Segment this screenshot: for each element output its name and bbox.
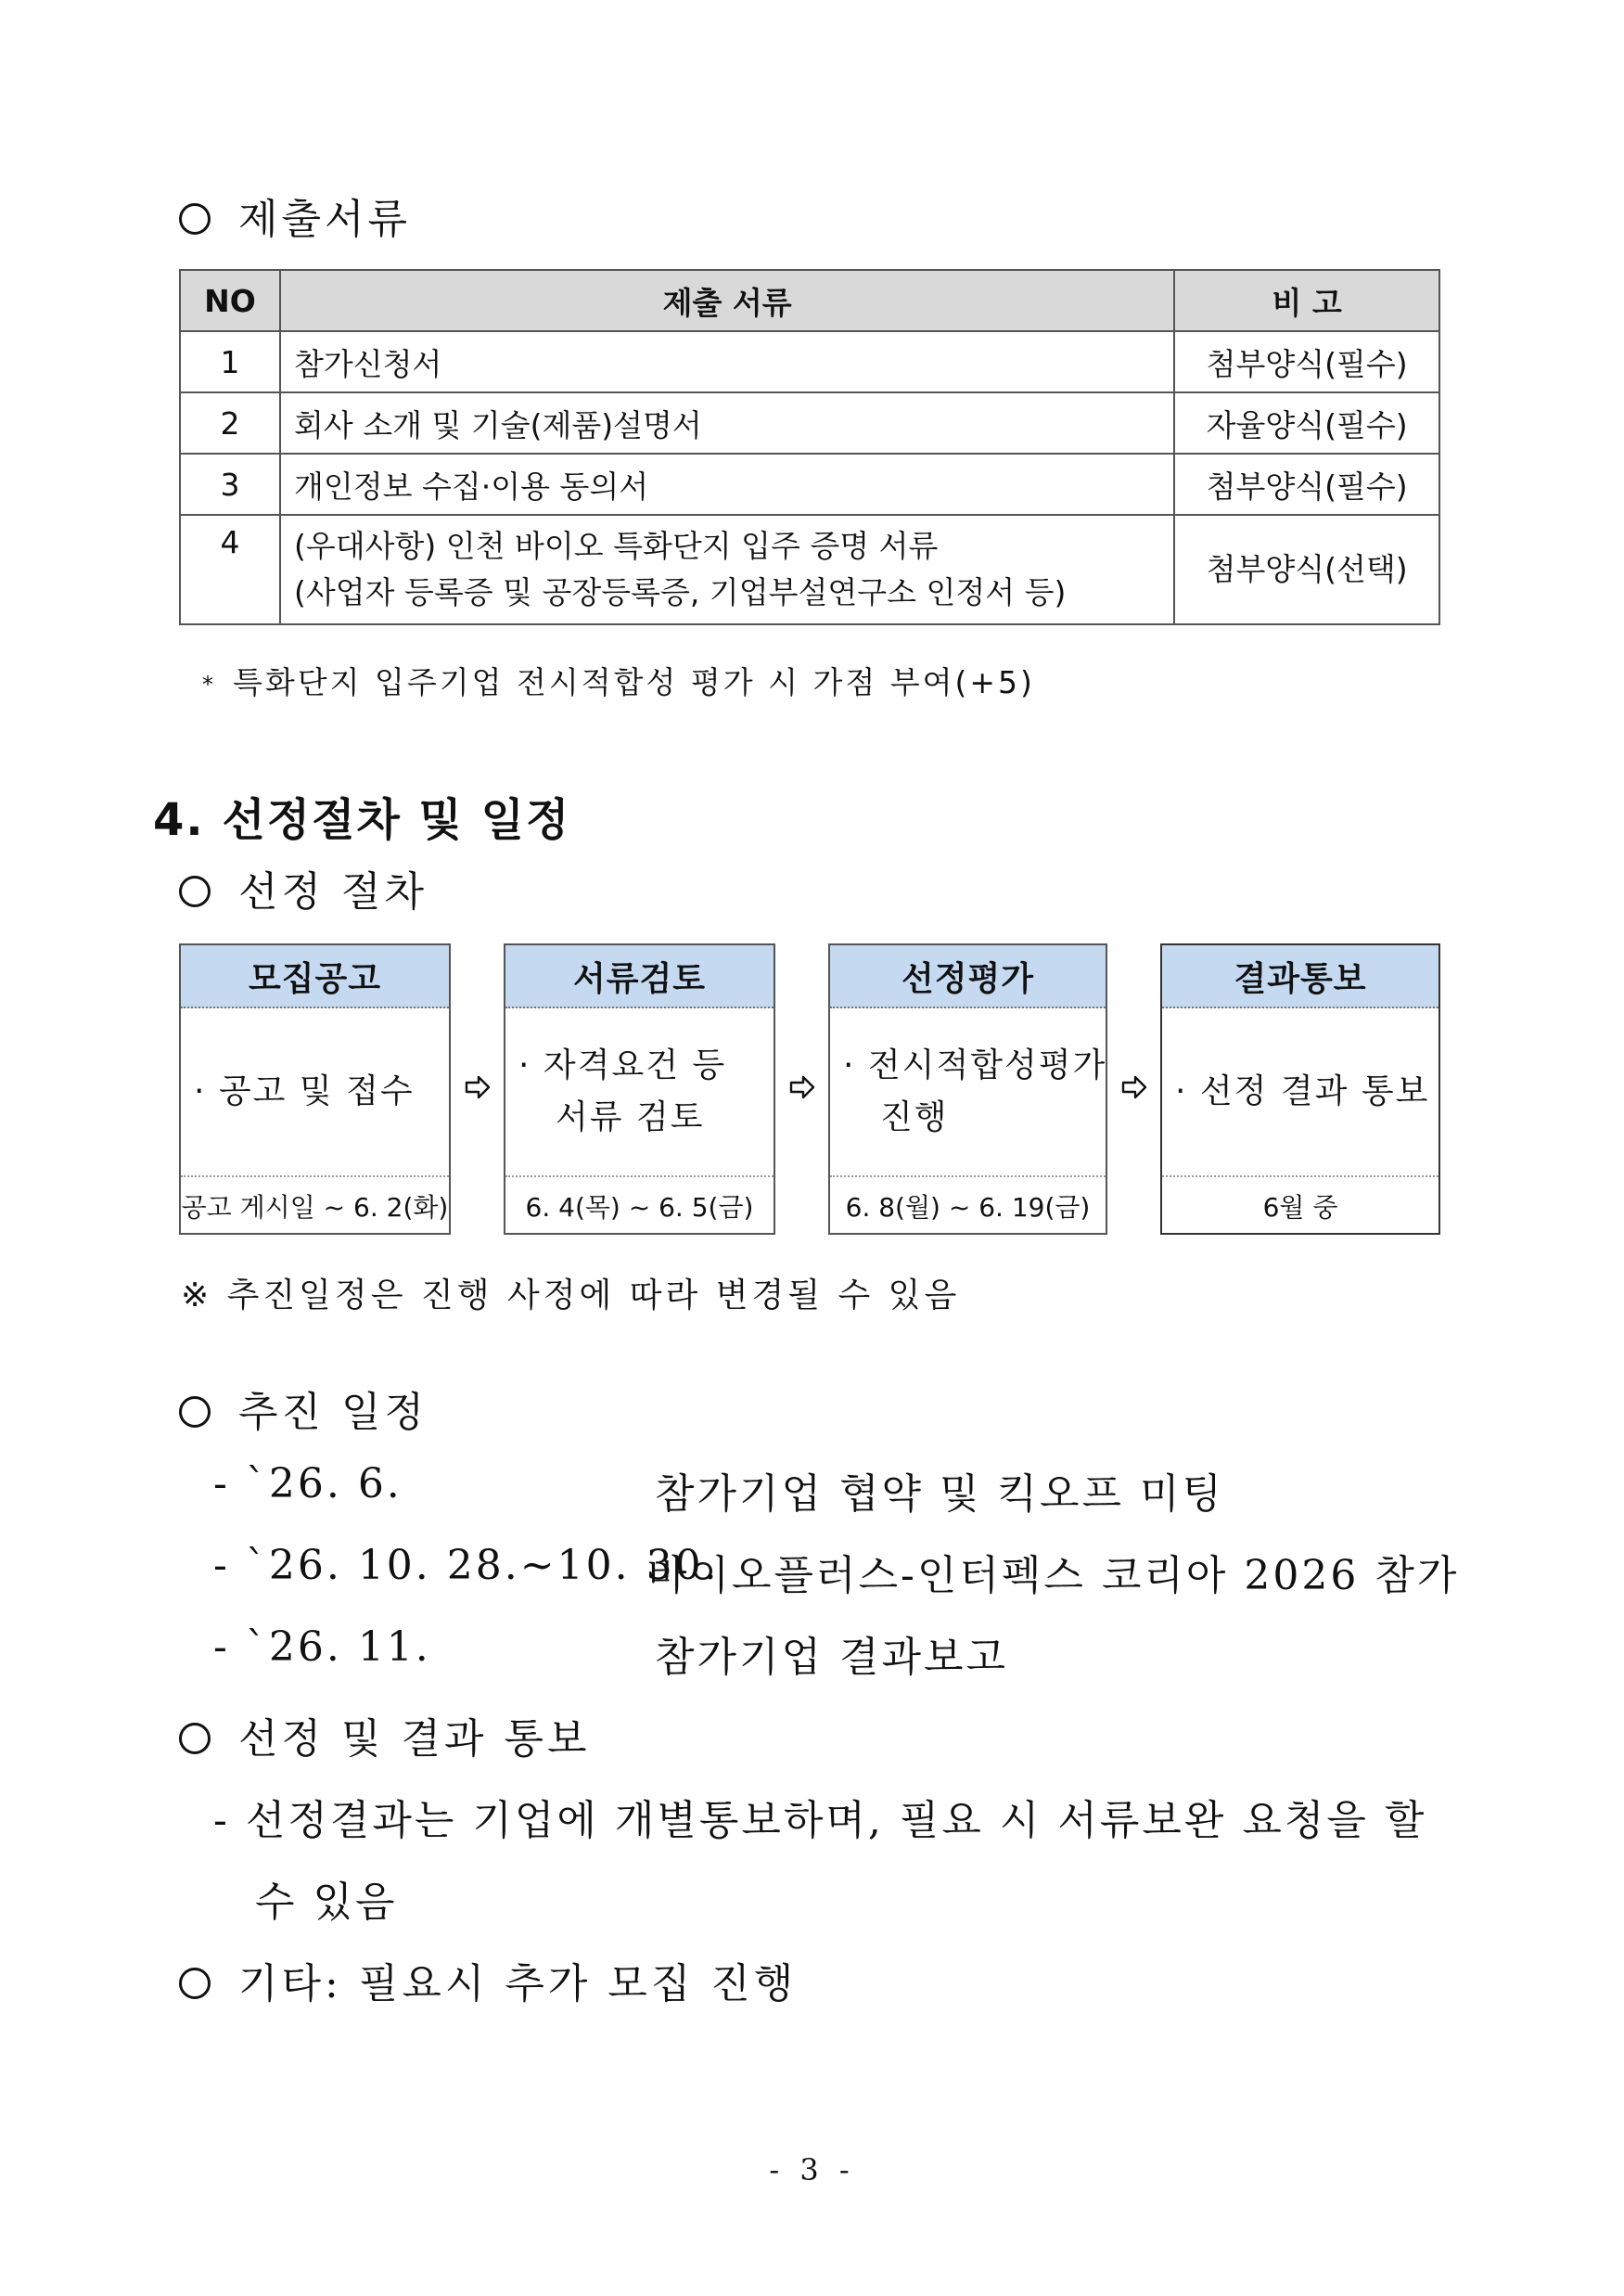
step-line1: · 자격요건 등 bbox=[518, 1046, 727, 1084]
row-no: 1 bbox=[180, 331, 280, 392]
step-period: 6월 중 bbox=[1262, 1192, 1338, 1223]
step-body bbox=[830, 1008, 1106, 1177]
step-period: 6. 8(월) ~ 6. 19(금) bbox=[845, 1192, 1091, 1223]
row-doc-line1: (우대사항) 인천 바이오 특화단지 입주 증명 서류 bbox=[293, 528, 939, 564]
step-head: 모집공고 bbox=[181, 945, 449, 1008]
schedule-title: 추진 일정 bbox=[238, 1389, 428, 1436]
circle-bullet-icon bbox=[179, 203, 211, 235]
schedule-change-note: ※ 추진일정은 진행 사정에 따라 변경될 수 있음 bbox=[181, 1276, 961, 1315]
row-doc-line2: (사업자 등록증 및 공장등록증, 기업부설연구소 인정서 등) bbox=[293, 574, 1067, 610]
schedule-item bbox=[213, 1542, 1512, 1597]
page-number: - 3 - bbox=[769, 2152, 855, 2187]
table-row bbox=[180, 392, 1439, 454]
schedule-item bbox=[213, 1623, 1512, 1679]
procedure-step-review bbox=[504, 943, 775, 1235]
submission-docs-table bbox=[179, 269, 1440, 625]
circle-bullet-icon bbox=[179, 1396, 211, 1428]
procedure-step-evaluation bbox=[828, 943, 1107, 1235]
arrow-right-icon bbox=[465, 1074, 491, 1100]
step-period: 6. 4(목) ~ 6. 5(금) bbox=[525, 1192, 754, 1223]
arrow-right-icon bbox=[789, 1074, 815, 1100]
schedule-desc: 바이오플러스-인터펙스 코리아 2026 참가 bbox=[647, 1552, 1460, 1599]
step-line1: · 전시적합성평가 bbox=[843, 1046, 1107, 1084]
schedule-date: - `26. 10. 28.~10. 30. bbox=[213, 1542, 720, 1589]
row-doc: 회사 소개 및 기술(제품)설명서 bbox=[280, 392, 1174, 454]
step-head: 서류검토 bbox=[505, 945, 774, 1008]
docs-footnote bbox=[202, 659, 1035, 702]
schedule-desc: 참가기업 협약 및 킥오프 미팅 bbox=[655, 1470, 1224, 1518]
row-note: 자율양식(필수) bbox=[1174, 392, 1439, 454]
col-header-no: NO bbox=[180, 270, 280, 331]
procedure-title: 선정 절차 bbox=[238, 868, 428, 916]
step-line2: 서류 검토 bbox=[556, 1098, 705, 1136]
table-header-row bbox=[180, 270, 1439, 331]
other-title: 기타: 필요시 추가 모집 진행 bbox=[238, 1960, 798, 2007]
col-header-doc: 제출 서류 bbox=[280, 270, 1174, 331]
row-note: 첨부양식(필수) bbox=[1174, 331, 1439, 392]
step-line1: · 공고 및 접수 bbox=[194, 1072, 415, 1110]
circle-bullet-icon bbox=[179, 1723, 211, 1754]
schedule-date: - `26. 11. bbox=[213, 1623, 431, 1671]
schedule-date: - `26. 6. bbox=[213, 1460, 403, 1507]
row-note: 첨부양식(선택) bbox=[1174, 515, 1439, 624]
row-no: 3 bbox=[180, 454, 280, 515]
step-line1: · 선정 결과 통보 bbox=[1175, 1072, 1430, 1110]
procedure-heading bbox=[179, 858, 428, 917]
schedule-item bbox=[213, 1460, 1512, 1516]
arrow-right-icon bbox=[1121, 1074, 1147, 1100]
submission-docs-title: 제출서류 bbox=[238, 196, 412, 243]
step-period: 공고 게시일 ~ 6. 2(화) bbox=[181, 1192, 449, 1223]
row-no: 2 bbox=[180, 392, 280, 454]
table-row bbox=[180, 331, 1439, 392]
section-title: 4. 선정절차 및 일정 bbox=[153, 794, 571, 846]
step-body bbox=[505, 1008, 774, 1177]
step-body bbox=[1162, 1008, 1439, 1177]
step-body bbox=[181, 1008, 449, 1177]
circle-bullet-icon bbox=[179, 876, 211, 907]
footnote-mark: * bbox=[202, 671, 216, 698]
submission-docs-heading bbox=[179, 186, 411, 245]
step-line2: 진행 bbox=[880, 1098, 949, 1136]
circle-bullet-icon bbox=[179, 1968, 211, 1999]
col-header-note: 비 고 bbox=[1174, 270, 1439, 331]
notification-heading bbox=[179, 1705, 591, 1764]
row-note: 첨부양식(필수) bbox=[1174, 454, 1439, 515]
step-head: 결과통보 bbox=[1162, 945, 1439, 1008]
other-heading bbox=[179, 1950, 797, 2009]
procedure-step-recruit bbox=[179, 943, 451, 1235]
notification-line2: 수 있음 bbox=[255, 1879, 398, 1926]
schedule-heading bbox=[179, 1379, 428, 1438]
schedule-desc: 참가기업 결과보고 bbox=[655, 1634, 1009, 1681]
table-row bbox=[180, 454, 1439, 515]
procedure-step-result bbox=[1160, 943, 1440, 1235]
table-row bbox=[180, 515, 1439, 624]
row-doc-multiline bbox=[280, 515, 1174, 624]
row-doc: 참가신청서 bbox=[280, 331, 1174, 392]
row-doc: 개인정보 수집·이용 동의서 bbox=[280, 454, 1174, 515]
notification-title: 선정 및 결과 통보 bbox=[238, 1715, 591, 1763]
notification-line1: - 선정결과는 기업에 개별통보하며, 필요 시 서류보완 요청을 할 bbox=[213, 1797, 1427, 1844]
step-head: 선정평가 bbox=[830, 945, 1106, 1008]
row-no: 4 bbox=[180, 515, 280, 624]
footnote-text: 특화단지 입주기업 전시적합성 평가 시 가점 부여(+5) bbox=[233, 664, 1035, 700]
